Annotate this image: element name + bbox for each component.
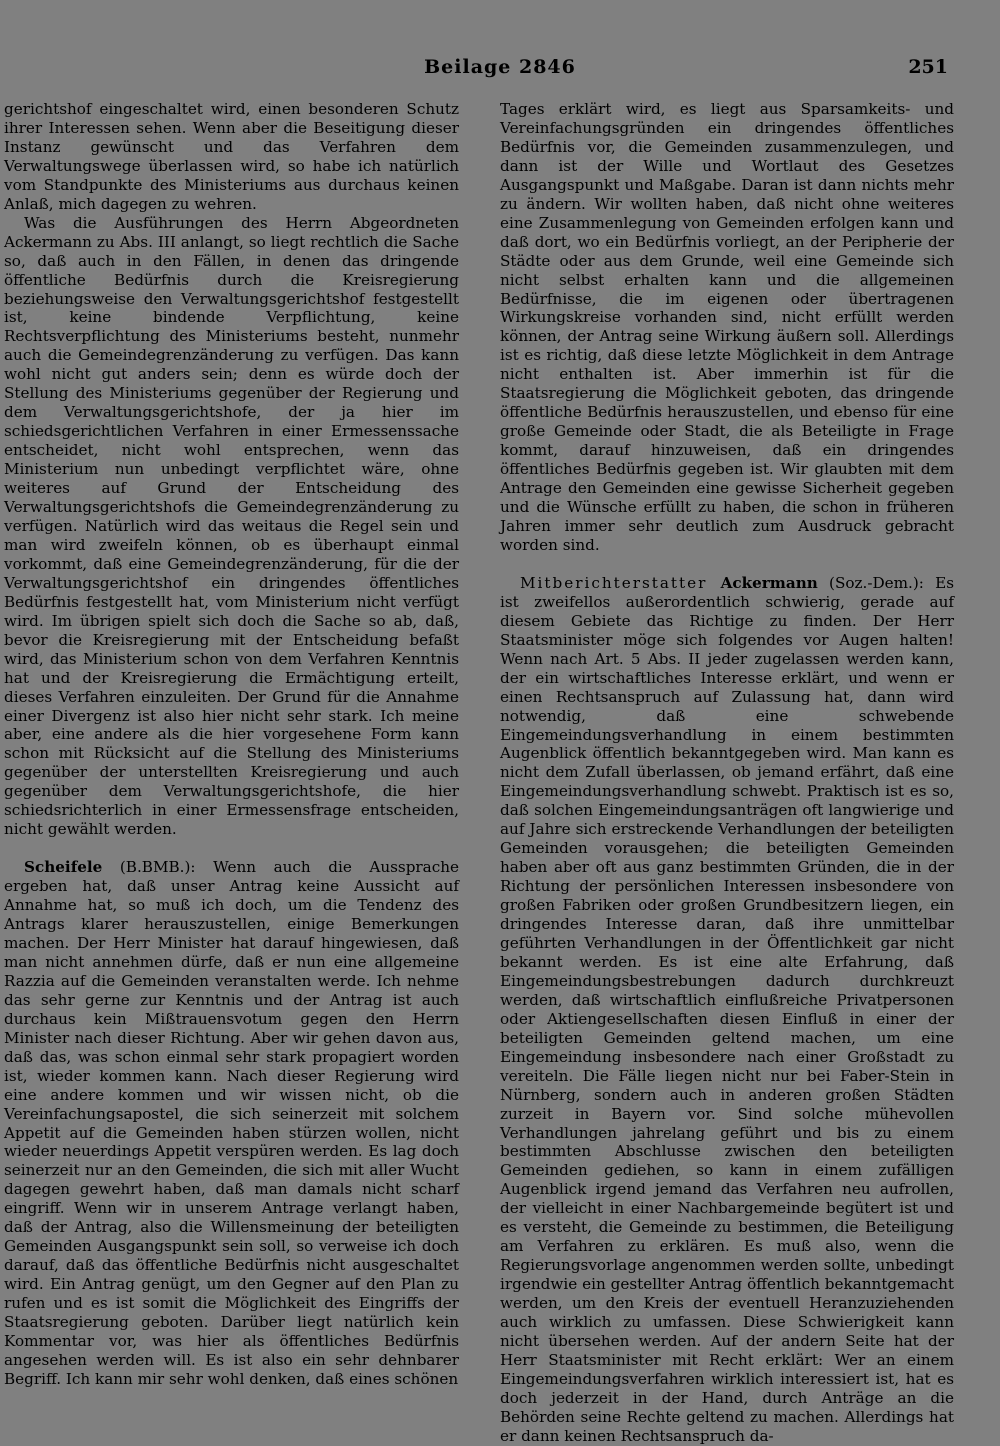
speech-paragraph bbox=[500, 574, 954, 1446]
speaker-name: Ackermann bbox=[720, 573, 818, 592]
paragraph: Was die Ausführungen des Herrn Abgeordneten Ackermann zu Abs. III anlangt, so liegt rechtlich die Sache so, daß auch in den Fällen, in denen das dringende öffentliche Bedürfnis durch die Kreisregierung beziehungsweise den Verwaltungsgerichtshof festgestellt ist, keine bindende Verpflichtung, keine Rechtsverpflichtung des Ministeriums besteht, nunmehr auch die Gemeindegrenzänderung zu verfügen. Das kann wohl nicht gut anders sein; denn es würde doch der Stellung des Ministeriums gegenüber der Regierung und dem Verwaltungsgerichtshofe, der ja hier im schiedsgerichtlichen Verfahren in einer Ermessenssache entscheidet, nicht wohl entsprechen, wenn das Ministerium nun unbedingt verpflichtet wäre, ohne weiteres auf Grund der Entscheidung des Verwaltungsgerichtshofs die Gemeindegrenzänderung zu verfügen. Natürlich wird das weitaus die Regel sein und man wird zweifeln können, ob es überhaupt einmal vorkommt, daß eine Gemeindegrenzänderung, für die der Verwaltungsgerichtshof ein dringendes öffentliches Bedürfnis festgestellt hat, vom Ministerium nicht verfügt wird. Im übrigen spielt sich doch die Sache so ab, daß, bevor die Kreisregierung mit der Entscheidung befaßt wird, das Ministerium schon von dem Verfahren Kenntnis hat und der Kreisregierung die Ermächtigung erteilt, dieses Verfahren einzuleiten. Der Grund für die Annahme einer Divergenz ist also hier nicht sehr stark. Ich meine aber, eine andere als die hier vorgesehene Form kann schon mit Rücksicht auf die Stellung des Ministeriums gegenüber der unterstellten Kreisregierung und auch gegenüber dem Verwaltungsgerichtshofe, die hier schiedsrichterlich in einer Ermessensfrage entscheiden, nicht gewählt werden. bbox=[4, 213, 459, 839]
page-header bbox=[0, 56, 1000, 86]
speech-text: Es ist zweifellos außerordentlich schwierig, gerade auf diesem Gebiete das Richtige zu finden. Der Herr Staatsminister möge sich folgendes vor Augen halten! Wenn nach Art. 5 Abs. II jeder zugelassen werden kann, der ein wirtschaftliches Interesse erklärt, und wenn er einen Rechtsanspruch auf Zulassung hat, dann wird notwendig, daß eine schwebende Eingemeindungsverhandlung in einem bestimmten Augenblick öffentlich bekanntgegeben wird. Man kann es nicht dem Zufall überlassen, ob jemand erfährt, daß eine Eingemeindungsverhandlung schwebt. Praktisch ist es so, daß solchen Eingemeindungsanträgen oft langwierige und auf Jahre sich erstreckende Verhandlungen der beteiligten Gemeinden vorausgehen; die beteiligten Gemeinden haben aber oft aus ganz bestimmten Gründen, die in der Richtung der persönlichen Interessen insbesondere von großen Fabriken oder großen Grundbesitzern liegen, ein dringendes Interesse daran, daß ihre unmittelbar geführten Verhandlungen in der Öffentlichkeit gar nicht bekannt werden. Es ist eine alte Erfahrung, daß Eingemeindungsbestrebungen dadurch durchkreuzt werden, daß wirtschaftlich einflußreiche Privatpersonen oder Aktiengesellschaften diesen Einfluß in einer der beteiligten Gemeinden geltend machen, um eine Eingemeindung insbesondere nach einer Großstadt zu vereiteln. Die Fälle liegen nicht nur bei Faber-Stein in Nürnberg, sondern auch in anderen großen Städten zurzeit in Bayern vor. Sind solche mühevollen Verhandlungen jahrelang geführt und bis zu einem bestimmten Abschlusse zwischen den beteiligten Gemeinden gediehen, so kann in einem zufälligen Augenblick irgend jemand das Verfahren neu aufrollen, der vielleicht in einer Nachbargemeinde begütert ist und es versteht, die Gemeinde zu bestimmen, die Beteiligung am Verfahren zu erklären. Es muß also, wenn die Regierungsvorlage angenommen werden sollte, unbedingt irgendwie ein gestellter Antrag öffentlich bekanntgemacht werden, um den Kreis der eventuell Heranzuziehenden auch wirklich zu umfassen. Diese Schwierigkeit kann nicht übersehen werden. Auf der andern Seite hat der Herr Staatsminister mit Recht erklärt: Wer an einem Eingemeindungsverfahren wirklich interessiert ist, hat es doch jederzeit in der Hand, durch Anträge an die Behörden seine Rechte geltend zu machen. Allerdings hat er dann keinen Rechtsanspruch da- bbox=[500, 573, 954, 1445]
right-column bbox=[500, 100, 954, 1446]
speech-text: Wenn auch die Aussprache ergeben hat, daß unser Antrag keine Aussicht auf Annahme hat, so muß ich doch, um die Tendenz des Antrags klarer herauszustellen, einige Bemerkungen machen. Der Herr Minister hat darauf hingewiesen, daß man nicht annehmen dürfe, daß er nun eine allgemeine Razzia auf die Gemeinden veranstalten werde. Ich nehme das sehr gerne zur Kenntnis und der Antrag ist auch durchaus kein Mißtrauensvotum gegen den Herrn Minister nach dieser Richtung. Aber wir gehen davon aus, daß das, was schon einmal sehr stark propagiert worden ist, wieder kommen kann. Nach dieser Regierung wird eine andere kommen und wir wissen nicht, ob die Vereinfachungsapostel, die sich seinerzeit mit solchem Appetit auf die Gemeinden haben stürzen wollen, nicht wieder neuerdings Appetit verspüren werden. Es lag doch seinerzeit nur an den Gemeinden, die sich mit aller Wucht dagegen gewehrt haben, daß man damals nicht scharf eingriff. Wenn wir in unserem Antrage verlangt haben, daß der Antrag, also die Willensmeinung der beteiligten Gemeinden Ausgangspunkt sein soll, so verweise ich doch darauf, daß das öffentliche Bedürfnis nicht ausgeschaltet wird. Ein Antrag genügt, um den Gegner auf den Plan zu rufen und es ist somit die Möglichkeit des Eingriffs der Staatsregierung geboten. Darüber liegt natürlich kein Kommentar vor, was hier als öffentliches Bedürfnis angesehen werden will. Es ist also ein sehr dehnbarer Begriff. Ich kann mir sehr wohl denken, daß eines schönen bbox=[4, 858, 460, 1388]
page-number: 251 bbox=[908, 56, 948, 78]
speech-paragraph bbox=[4, 858, 459, 1389]
speaker-name: Scheifele bbox=[24, 858, 103, 877]
paragraph: gerichtshof eingeschaltet wird, einen besonderen Schutz ihrer Interessen sehen. Wenn aber die Beseitigung dieser Instanz gewünscht und das Verfahren dem Verwaltungswege überlassen wird, so habe ich natürlich vom Standpunkte des Ministeriums aus durchaus keinen Anlaß, mich dagegen zu wehren. bbox=[4, 100, 459, 213]
speaker-party: (B.BMB.): bbox=[102, 858, 214, 877]
speaker-role: Mitberichterstatter bbox=[520, 573, 721, 592]
left-column bbox=[4, 100, 459, 1389]
supplement-title: Beilage 2846 bbox=[424, 56, 576, 78]
speaker-party: (Soz.-Dem.): bbox=[817, 573, 936, 592]
paragraph: Tages erklärt wird, es liegt aus Sparsamkeits- und Vereinfachungsgründen ein dringendes öffentliches Bedürfnis vor, die Gemeinden zusammenzulegen, und dann ist der Wille und Wortlaut des Gesetzes Ausgangspunkt und Maßgabe. Daran ist dann nichts mehr zu ändern. Wir wollten haben, daß nicht ohne weiteres eine Zusammenlegung von Gemeinden erfolgen kann und daß dort, wo ein Bedürfnis vorliegt, an der Peripherie der Städte oder aus dem Grunde, weil eine Gemeinde sich nicht selbst erhalten kann und die allgemeinen Bedürfnisse, die im eigenen oder übertragenen Wirkungskreise vorhanden sind, nicht erfüllt werden können, der Antrag seine Wirkung äußern soll. Allerdings ist es richtig, daß diese letzte Möglichkeit in dem Antrage nicht enthalten ist. Aber immerhin ist für die Staatsregierung die Möglichkeit geboten, das dringende öffentliche Bedürfnis herauszustellen, und ebenso für eine große Gemeinde oder Stadt, die als Beteiligte in Frage kommt, darauf hinzuweisen, daß ein dringendes öffentliches Bedürfnis gegeben ist. Wir glaubten mit dem Antrage den Gemeinden eine gewisse Sicherheit gegeben und die Wünsche erfüllt zu haben, die schon in früheren Jahren immer sehr deutlich zum Ausdruck gebracht worden sind. bbox=[500, 100, 954, 554]
